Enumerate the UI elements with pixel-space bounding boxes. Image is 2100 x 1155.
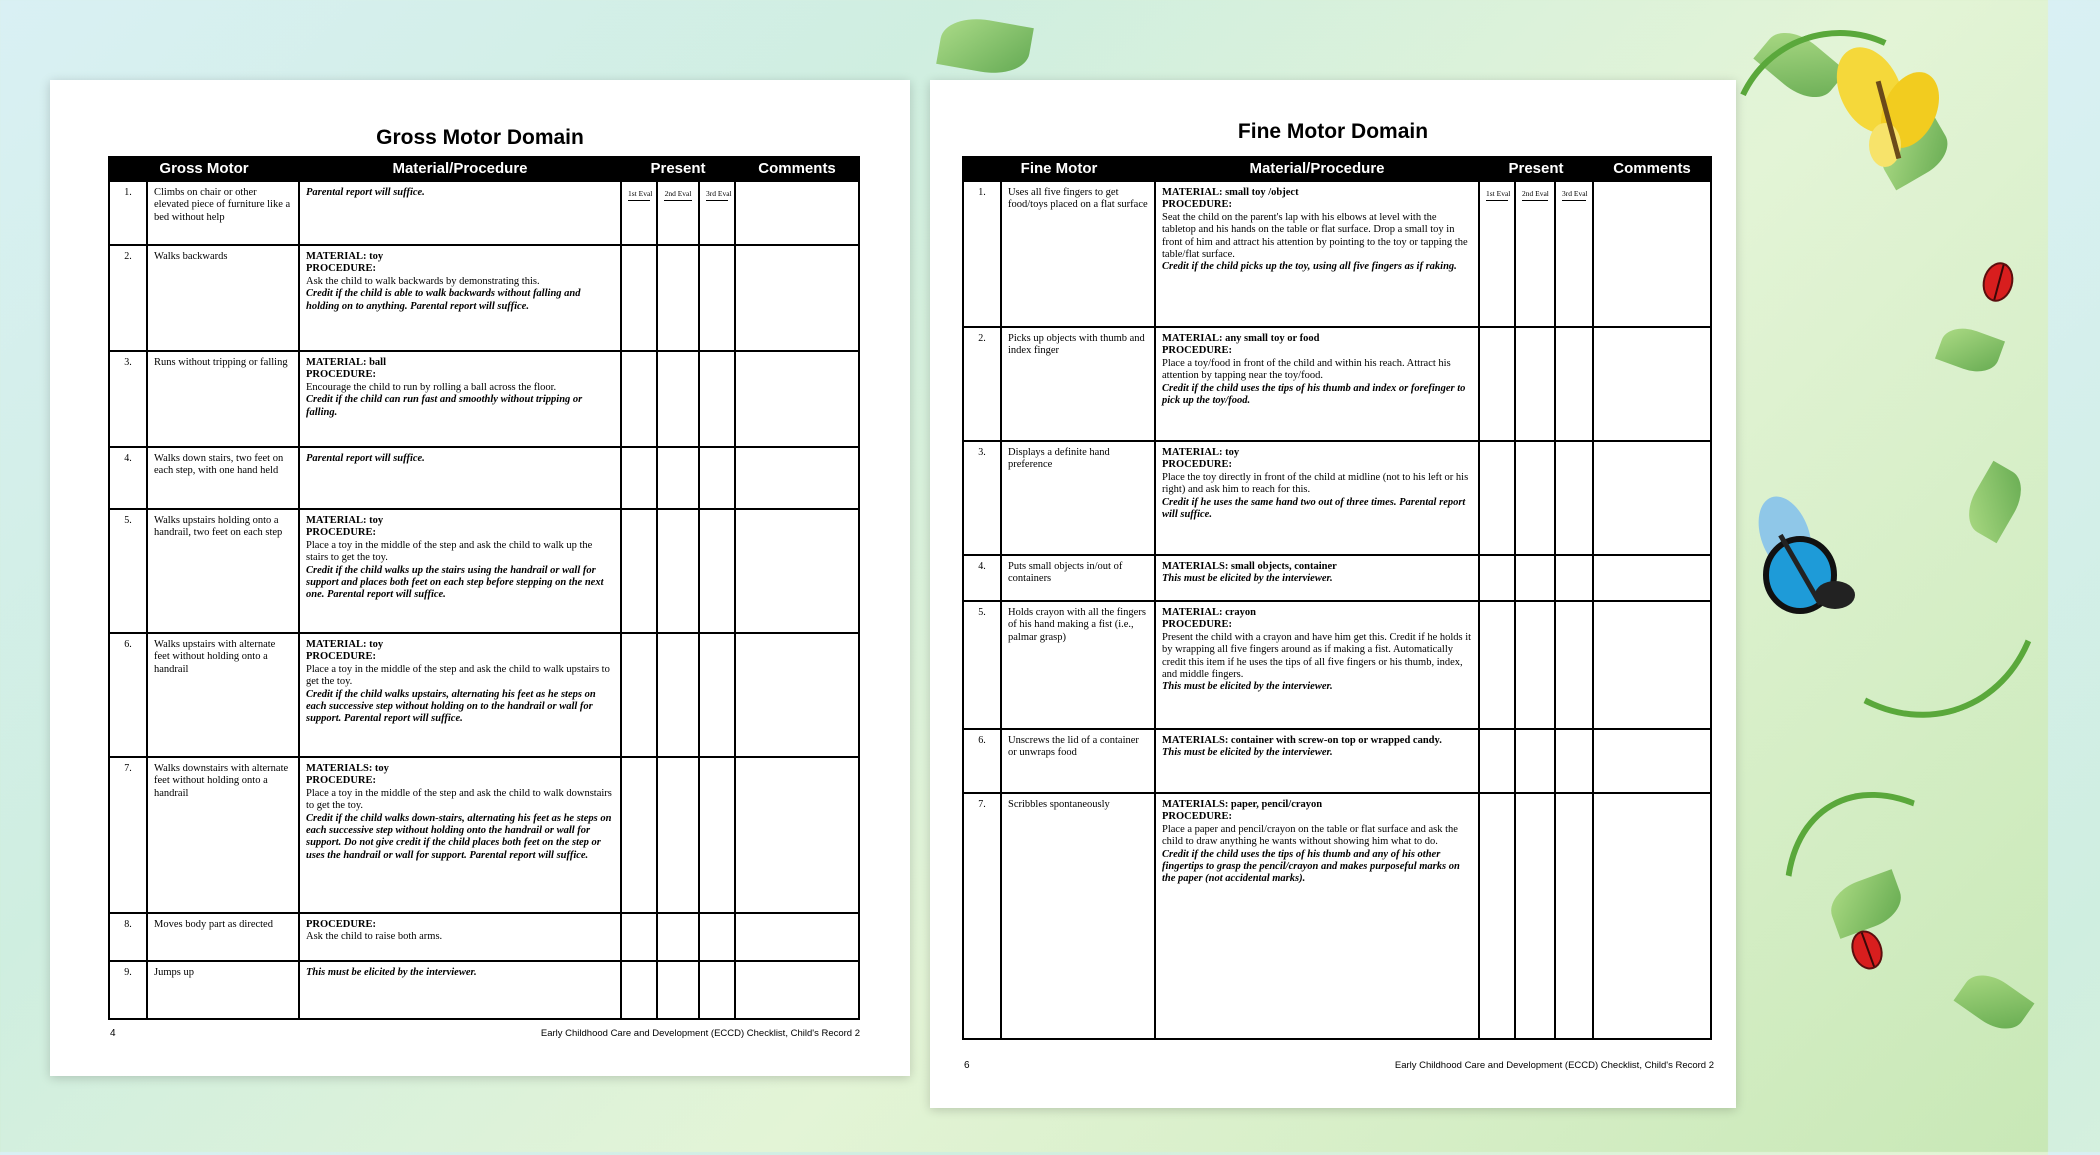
table-row (109, 757, 859, 913)
table-row (963, 181, 1711, 327)
table-row (109, 509, 859, 633)
procedure-line: Place a toy/food in front of the child and within his reach. Attract his attention by tapping near the toy/food. (1162, 357, 1451, 382)
skill-description: Walks upstairs holding onto a handrail, two feet on each step (147, 509, 299, 633)
eval-checkbox-2[interactable] (1515, 327, 1555, 441)
procedure-line: Present the child with a crayon and have him get this. Credit if he holds it by wrapping all five fingers around as if making a fist. Automatically credit this item if he uses the tips of all five fingers or his thumb, index, and middle fingers. (1162, 631, 1472, 680)
comments-cell[interactable] (1593, 555, 1711, 601)
comments-cell[interactable] (735, 633, 859, 757)
item-number: 1. (963, 181, 1001, 327)
procedure-line: Encourage the child to run by rolling a ball across the floor. (306, 381, 557, 393)
table-row (109, 961, 859, 1019)
procedure-line: Place a toy in the middle of the step and ask the child to walk up the stairs to get the toy. (306, 539, 593, 564)
eval-checkbox-1[interactable] (1479, 327, 1515, 441)
eval-checkbox-2[interactable] (1515, 729, 1555, 793)
header-skill: Gross Motor (109, 157, 299, 181)
procedure-line: PROCEDURE: (1162, 199, 1232, 211)
item-number: 9. (109, 961, 147, 1019)
eval-checkbox-3[interactable] (699, 245, 735, 351)
eval-checkbox-3[interactable] (699, 913, 735, 961)
procedure-cell (1155, 601, 1479, 729)
procedure-line: PROCEDURE: (1162, 345, 1232, 357)
skill-description: Walks down stairs, two feet on each step, with one hand held (147, 447, 299, 509)
item-number: 5. (109, 509, 147, 633)
eval-checkbox-1[interactable] (621, 633, 657, 757)
eval-label: 2nd Eval (664, 187, 692, 201)
item-number: 1. (109, 181, 147, 245)
comments-cell[interactable] (1593, 601, 1711, 729)
skill-description: Runs without tripping or falling (147, 351, 299, 447)
skill-description: Uses all five fingers to get food/toys placed on a flat surface (1001, 181, 1155, 327)
eval-checkbox-3[interactable] (1555, 181, 1593, 327)
table-row (109, 181, 859, 245)
procedure-cell (1155, 181, 1479, 327)
table-body (963, 181, 1711, 1039)
eval-label: 1st Eval (1486, 187, 1508, 201)
eval-checkbox-3[interactable] (1555, 555, 1593, 601)
procedure-line: Credit if the child uses the tips of his thumb and any of his other fingertips to grasp the pencil/crayon and makes purposeful marks on the paper (not accidental marks). (1162, 848, 1460, 885)
eval-checkbox-2[interactable] (1515, 601, 1555, 729)
header-present: Present (1479, 157, 1593, 181)
procedure-cell (299, 961, 621, 1019)
eval-checkbox-1[interactable] (621, 757, 657, 913)
checklist-table (108, 156, 860, 1020)
procedure-line: Credit if the child uses the tips of his thumb and index or forefinger to pick up the toy/food. (1162, 382, 1466, 406)
procedure-cell (1155, 441, 1479, 555)
skill-description: Walks backwards (147, 245, 299, 351)
eval-checkbox-2[interactable] (1515, 441, 1555, 555)
page-number: 4 (110, 1028, 116, 1039)
eval-checkbox-1[interactable] (1479, 181, 1515, 327)
fine-motor-page (930, 80, 1736, 1108)
procedure-line: This must be elicited by the interviewer. (1162, 681, 1333, 693)
eval-checkbox-3[interactable] (1555, 729, 1593, 793)
skill-description: Moves body part as directed (147, 913, 299, 961)
procedure-line: Parental report will suffice. (306, 187, 425, 198)
table-row (109, 245, 859, 351)
procedure-line: Credit if the child is able to walk backwards without falling and holding on to anything. Parental report will suffice. (306, 288, 581, 312)
procedure-line: Ask the child to raise both arms. (306, 931, 443, 943)
procedure-cell (1155, 555, 1479, 601)
table-row (109, 913, 859, 961)
eval-checkbox-1[interactable] (1479, 441, 1515, 555)
vine-icon (1730, 745, 2099, 1154)
table-row (963, 441, 1711, 555)
procedure-line: PROCEDURE: (1162, 811, 1232, 823)
skill-description: Jumps up (147, 961, 299, 1019)
eval-checkbox-1[interactable] (1479, 555, 1515, 601)
eval-checkbox-3[interactable] (699, 447, 735, 509)
procedure-line: This must be elicited by the interviewer. (306, 967, 477, 978)
procedure-cell (299, 181, 621, 245)
header-procedure: Material/Procedure (299, 157, 621, 181)
procedure-cell (299, 245, 621, 351)
procedure-line: Credit if he uses the same hand two out of three times. Parental report will suffice. (1162, 496, 1466, 520)
procedure-line: MATERIALS: toy (306, 763, 389, 774)
skill-description: Climbs on chair or other elevated piece of furniture like a bed without help (147, 181, 299, 245)
table-body (109, 181, 859, 1019)
eval-checkbox-2[interactable] (1515, 181, 1555, 327)
eval-checkbox-2[interactable] (657, 913, 699, 961)
checklist-table (962, 156, 1712, 1040)
procedure-line: MATERIAL: any small toy or food (1162, 333, 1320, 344)
butterfly-yellow-icon (1830, 40, 1950, 180)
item-number: 5. (963, 601, 1001, 729)
comments-cell[interactable] (735, 509, 859, 633)
procedure-line: PROCEDURE: (306, 263, 376, 275)
header-comments: Comments (1593, 157, 1711, 181)
item-number: 6. (109, 633, 147, 757)
gross-motor-page (50, 80, 910, 1076)
procedure-cell (299, 913, 621, 961)
table-row (963, 729, 1711, 793)
eval-label: 2nd Eval (1522, 187, 1548, 201)
procedure-line: Credit if the child picks up the toy, using all five fingers as if raking. (1162, 261, 1457, 273)
procedure-line: Place a toy in the middle of the step and ask the child to walk upstairs to get the toy. (306, 663, 610, 688)
eval-checkbox-2[interactable] (1515, 555, 1555, 601)
procedure-line: Place the toy directly in front of the child at midline (not to his left or his right) and ask him to reach for this. (1162, 471, 1469, 496)
eval-label: 3rd Eval (706, 187, 728, 201)
item-number: 7. (963, 793, 1001, 1039)
procedure-line: Seat the child on the parent's lap with his elbows at level with the tabletop and his hands on the table or flat surface. Drop a small toy in front of him and attract his attention by pointing to the toy or tapping the table/flat surface. (1162, 211, 1468, 260)
comments-cell[interactable] (735, 447, 859, 509)
eval-checkbox-3[interactable] (1555, 327, 1593, 441)
procedure-line: Place a toy in the middle of the step and ask the child to walk downstairs to get the toy. (306, 787, 612, 812)
eval-checkbox-3[interactable] (1555, 601, 1593, 729)
eval-checkbox-3[interactable] (1555, 793, 1593, 1039)
procedure-line: PROCEDURE: (306, 651, 376, 663)
eval-checkbox-3[interactable] (699, 351, 735, 447)
eval-checkbox-3[interactable] (699, 633, 735, 757)
procedure-line: MATERIALS: small objects, container (1162, 561, 1337, 572)
page-footer: Early Childhood Care and Development (ECCD) Checklist, Child's Record 2 (540, 1028, 860, 1039)
header-present: Present (621, 157, 735, 181)
eval-label: 1st Eval (628, 187, 650, 201)
table-row (109, 447, 859, 509)
procedure-line: MATERIAL: toy (306, 251, 384, 262)
comments-cell[interactable] (1593, 793, 1711, 1039)
eval-checkbox-3[interactable] (699, 509, 735, 633)
eval-checkbox-1[interactable] (1479, 793, 1515, 1039)
eval-checkbox-2[interactable] (657, 447, 699, 509)
eval-checkbox-1[interactable] (621, 351, 657, 447)
skill-description: Unscrews the lid of a container or unwraps food (1001, 729, 1155, 793)
eval-checkbox-1[interactable] (621, 447, 657, 509)
eval-checkbox-2[interactable] (657, 245, 699, 351)
procedure-line: Credit if the child can run fast and smoothly without tripping or falling. (306, 394, 583, 418)
page-number: 6 (964, 1060, 970, 1071)
procedure-line: MATERIAL: crayon (1162, 607, 1257, 618)
eval-checkbox-1[interactable] (1479, 729, 1515, 793)
table-row (109, 633, 859, 757)
eval-checkbox-1[interactable] (621, 913, 657, 961)
skill-description: Scribbles spontaneously (1001, 793, 1155, 1039)
skill-description: Holds crayon with all the fingers of his hand making a fist (i.e., palmar grasp) (1001, 601, 1155, 729)
comments-cell[interactable] (735, 351, 859, 447)
eval-checkbox-2[interactable] (657, 633, 699, 757)
item-number: 4. (963, 555, 1001, 601)
header-procedure: Material/Procedure (1155, 157, 1479, 181)
procedure-line: Credit if the child walks up the stairs using the handrail or wall for support and places both feet on each step before stepping on the next one. Parental report will suffice. (306, 564, 604, 601)
comments-cell[interactable] (1593, 441, 1711, 555)
table-row (963, 555, 1711, 601)
page-footer: Early Childhood Care and Development (ECCD) Checklist, Child's Record 2 (1394, 1060, 1714, 1071)
table-row (963, 793, 1711, 1039)
procedure-line: Ask the child to walk backwards by demonstrating this. (306, 275, 540, 287)
header-skill: Fine Motor (963, 157, 1155, 181)
eval-checkbox-2[interactable] (657, 757, 699, 913)
comments-cell[interactable] (1593, 729, 1711, 793)
comments-cell[interactable] (735, 961, 859, 1019)
page-title: Fine Motor Domain (1237, 120, 1429, 143)
procedure-line: Place a paper and pencil/crayon on the table or flat surface and ask the child to draw anything he wants without showing him what to do. (1162, 823, 1458, 848)
item-number: 7. (109, 757, 147, 913)
leaf-icon (1935, 321, 2005, 379)
procedure-line: MATERIAL: toy (306, 639, 384, 650)
skill-description: Walks downstairs with alternate feet without holding onto a handrail (147, 757, 299, 913)
ladybug-icon (1978, 259, 2017, 305)
item-number: 3. (109, 351, 147, 447)
leaf-icon (936, 13, 1034, 80)
item-number: 8. (109, 913, 147, 961)
comments-cell[interactable] (1593, 181, 1711, 327)
procedure-line: This must be elicited by the interviewer. (1162, 747, 1333, 759)
comments-cell[interactable] (735, 181, 859, 245)
procedure-line: Parental report will suffice. (306, 453, 425, 464)
item-number: 2. (109, 245, 147, 351)
eval-checkbox-3[interactable] (699, 757, 735, 913)
eval-checkbox-1[interactable] (621, 245, 657, 351)
procedure-cell (299, 757, 621, 913)
skill-description: Displays a definite hand preference (1001, 441, 1155, 555)
item-number: 4. (109, 447, 147, 509)
table-row (963, 601, 1711, 729)
procedure-line: MATERIALS: container with screw-on top or wrapped candy. (1162, 735, 1442, 746)
procedure-line: MATERIAL: ball (306, 357, 387, 368)
procedure-cell (1155, 729, 1479, 793)
skill-description: Picks up objects with thumb and index finger (1001, 327, 1155, 441)
eval-checkbox-2[interactable] (657, 509, 699, 633)
eval-checkbox-2[interactable] (657, 961, 699, 1019)
eval-checkbox-2[interactable] (1515, 793, 1555, 1039)
eval-checkbox-3[interactable] (699, 181, 735, 245)
eval-checkbox-2[interactable] (657, 351, 699, 447)
header-comments: Comments (735, 157, 859, 181)
procedure-cell (299, 509, 621, 633)
table-header-row (109, 157, 859, 181)
table-row (109, 351, 859, 447)
procedure-line: PROCEDURE: (306, 369, 376, 381)
item-number: 3. (963, 441, 1001, 555)
eval-checkbox-1[interactable] (621, 509, 657, 633)
procedure-cell (1155, 327, 1479, 441)
procedure-line: MATERIAL: toy (306, 515, 384, 526)
procedure-cell (299, 633, 621, 757)
procedure-line: PROCEDURE: (1162, 619, 1232, 631)
eval-checkbox-3[interactable] (1555, 441, 1593, 555)
procedure-line: MATERIALS: paper, pencil/crayon (1162, 799, 1323, 810)
eval-checkbox-1[interactable] (621, 961, 657, 1019)
procedure-line: PROCEDURE: (306, 527, 376, 539)
procedure-cell (1155, 793, 1479, 1039)
eval-checkbox-1[interactable] (1479, 601, 1515, 729)
eval-label: 3rd Eval (1562, 187, 1586, 201)
procedure-line: PROCEDURE: (306, 775, 376, 787)
procedure-line: MATERIAL: toy (1162, 447, 1240, 458)
comments-cell[interactable] (735, 757, 859, 913)
butterfly-blue-icon (1740, 490, 1870, 640)
eval-checkbox-2[interactable] (657, 181, 699, 245)
procedure-cell (299, 447, 621, 509)
skill-description: Puts small objects in/out of containers (1001, 555, 1155, 601)
eval-checkbox-1[interactable] (621, 181, 657, 245)
table-header-row (963, 157, 1711, 181)
procedure-line: Credit if the child walks down-stairs, alternating his feet as he steps on each successive step without holding onto the handrail or wall for support. Do not give credit if the child places both feet on the step or uses the handrail or wall for support. Parental report will suffice. (306, 812, 612, 861)
item-number: 6. (963, 729, 1001, 793)
eval-checkbox-3[interactable] (699, 961, 735, 1019)
comments-cell[interactable] (1593, 327, 1711, 441)
procedure-cell (299, 351, 621, 447)
procedure-line: PROCEDURE: (306, 919, 376, 930)
page-title: Gross Motor Domain (376, 126, 584, 149)
procedure-line: Credit if the child walks upstairs, alternating his feet as he steps on each successive step without holding on to the handrail or wall for support. Parental report will suffice. (306, 688, 596, 725)
item-number: 2. (963, 327, 1001, 441)
procedure-line: PROCEDURE: (1162, 459, 1232, 471)
skill-description: Walks upstairs with alternate feet without holding onto a handrail (147, 633, 299, 757)
procedure-line: This must be elicited by the interviewer. (1162, 573, 1333, 585)
comments-cell[interactable] (735, 913, 859, 961)
procedure-line: MATERIAL: small toy /object (1162, 187, 1299, 198)
comments-cell[interactable] (735, 245, 859, 351)
table-row (963, 327, 1711, 441)
